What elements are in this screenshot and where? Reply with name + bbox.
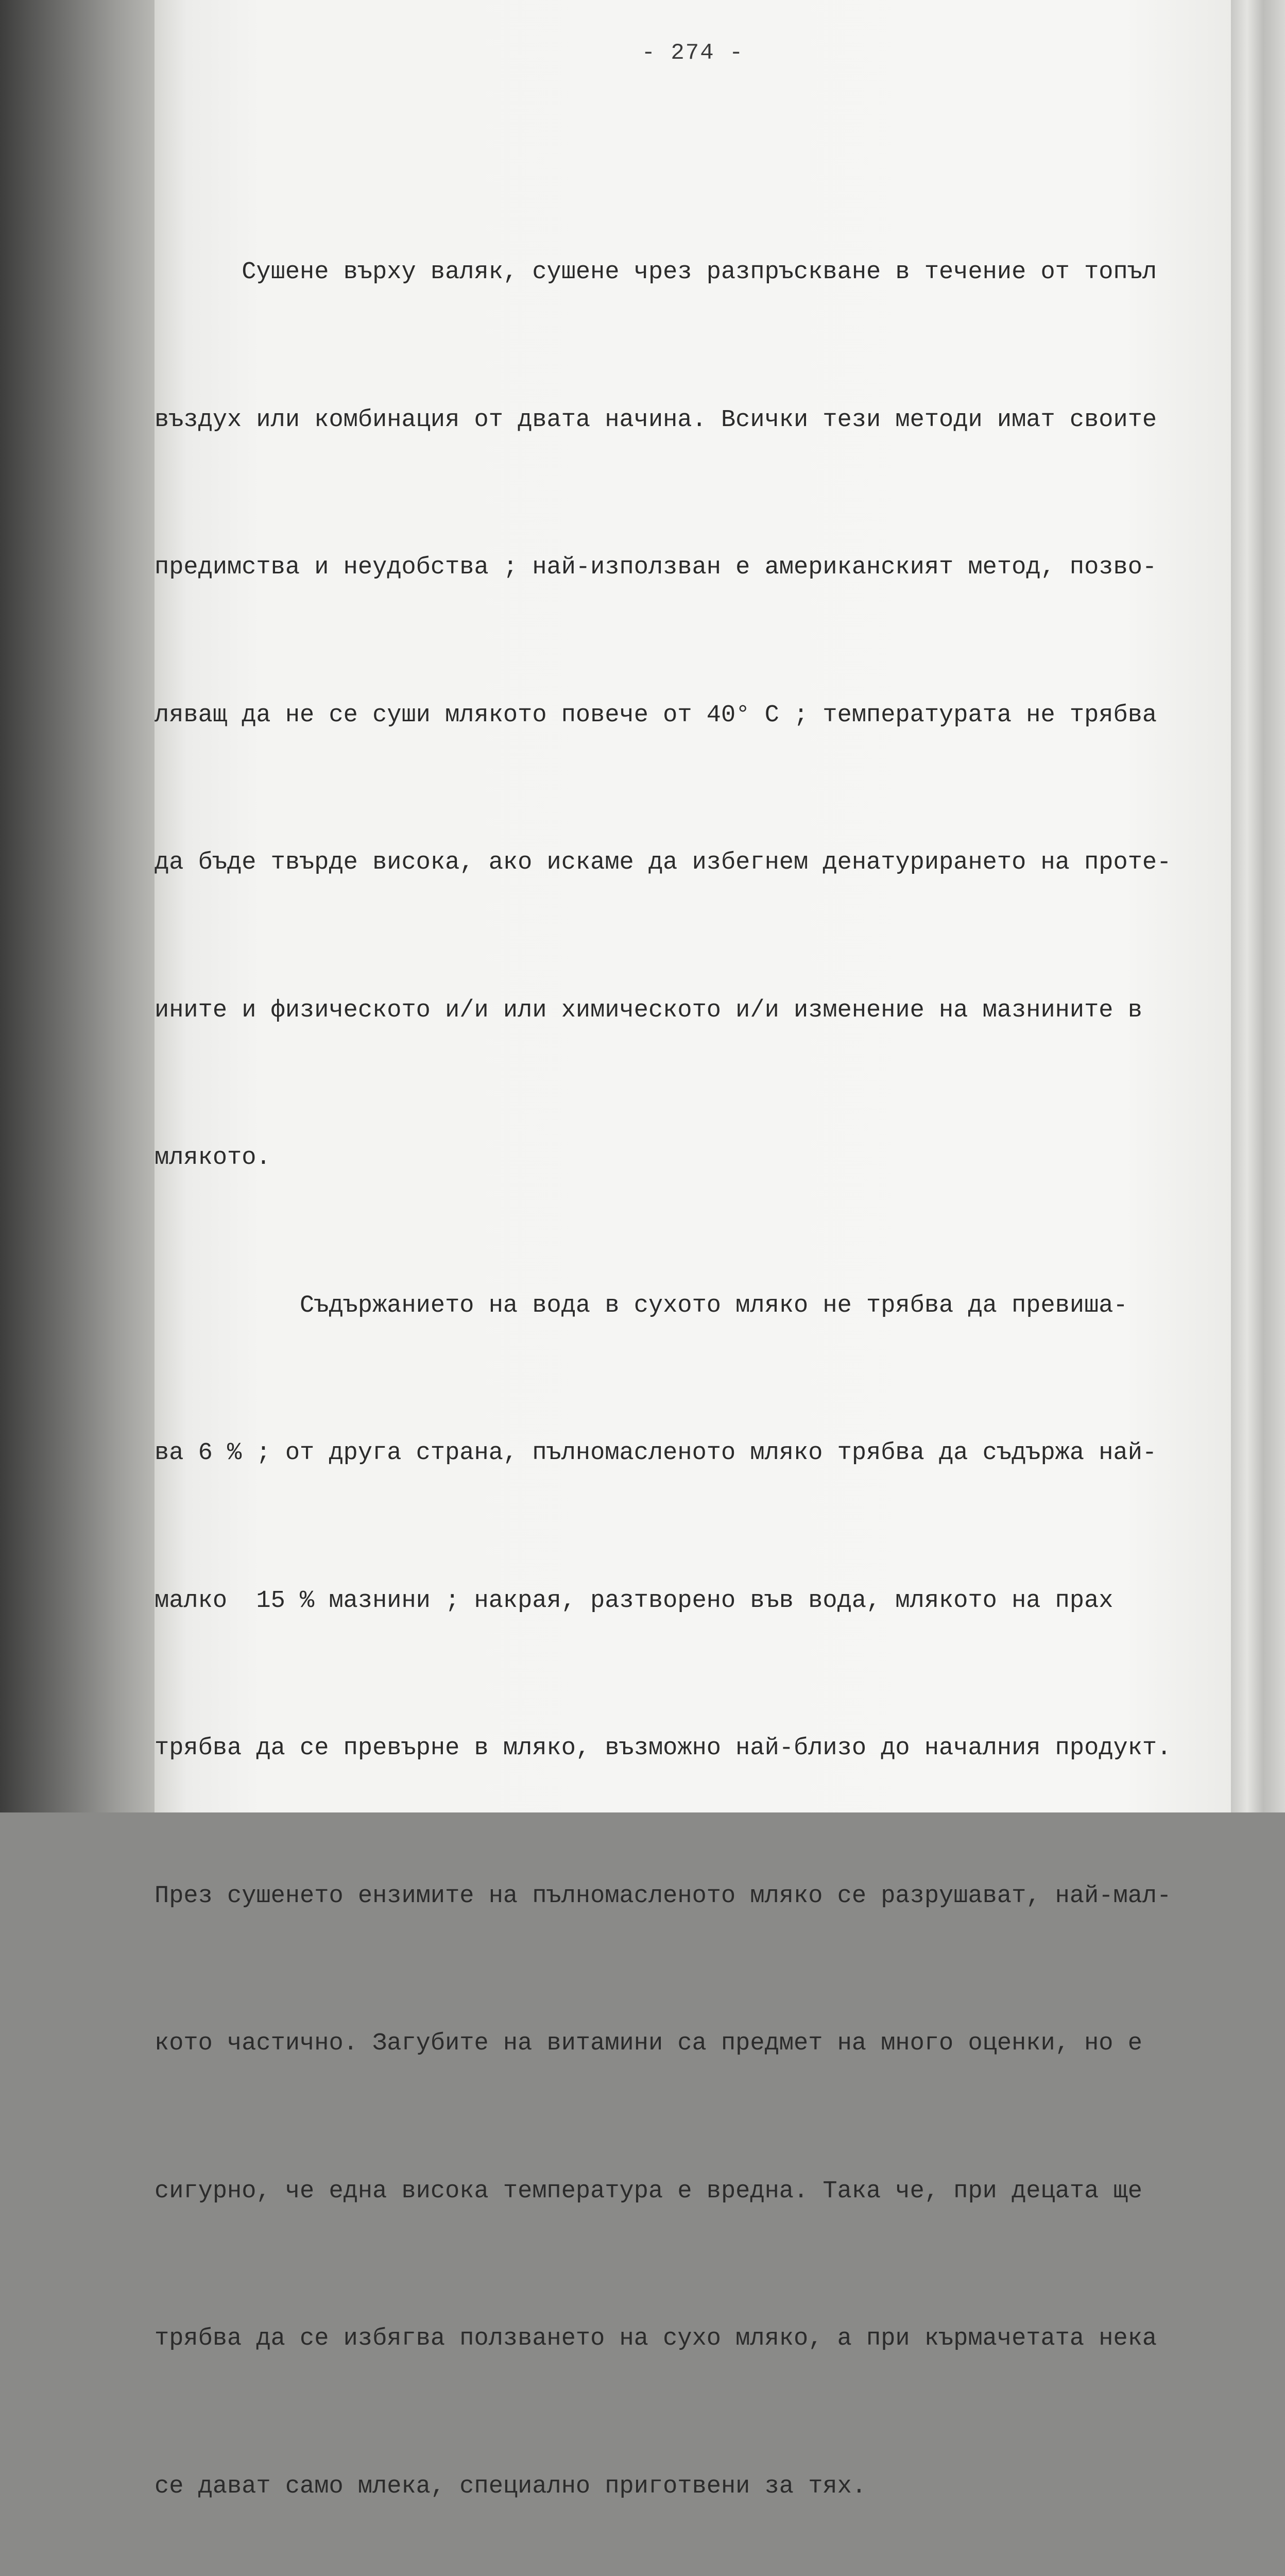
text-line: През сушенето ензимите на пълномасленото мляко се разрушават, най-мал- bbox=[155, 1882, 1172, 1910]
text-line: трябва да се избягва ползването на сухо мляко, а при кърмачетата нека bbox=[155, 2325, 1157, 2352]
book-edge bbox=[1231, 0, 1285, 1812]
text-line: да бъде твърде висока, ако искаме да избегнем денатурирането на проте- bbox=[155, 849, 1172, 876]
page-number: - 274 - bbox=[641, 40, 744, 66]
text-line: кото частично. Загубите на витамини са предмет на много оценки, но е bbox=[155, 2030, 1142, 2057]
text-line: Сушене върху валяк, сушене чрез разпръскване в течение от топъл bbox=[155, 259, 1157, 286]
text-line: трябва да се превърне в мляко, възможно най-близо до началния продукт. bbox=[155, 1735, 1172, 1762]
text-line: ините и физическото и/и или химическото и/и изменение на мазнините в bbox=[155, 996, 1142, 1024]
text-line: сигурно, че една висока температура е вредна. Така че, при децата ще bbox=[155, 2177, 1142, 2205]
text-line: ва 6 % ; от друга страна, пълномасленото мляко трябва да съдържа най- bbox=[155, 1439, 1157, 1467]
text-line: въздух или комбинация от двата начина. Всички тези методи имат своите bbox=[155, 406, 1157, 434]
text-line: ляващ да не се суши млякото повече от 40° С ; температурата не трябва bbox=[155, 701, 1157, 729]
text-line: млякото. bbox=[155, 1144, 271, 1172]
text-line: малко 15 % мазнини ; накрая, разтворено във вода, млякото на прах bbox=[155, 1587, 1113, 1615]
body-text bbox=[155, 149, 1226, 2576]
book-binding bbox=[0, 0, 155, 1812]
text-line: предимства и неудобства ; най-използван е американският метод, позво- bbox=[155, 554, 1157, 581]
document-page bbox=[155, 0, 1231, 2500]
text-line: Съдържанието на вода в сухото мляко не трябва да превиша- bbox=[155, 1292, 1128, 1319]
text-line: се дават само млека, специално приготвени за тях. bbox=[155, 2472, 867, 2500]
